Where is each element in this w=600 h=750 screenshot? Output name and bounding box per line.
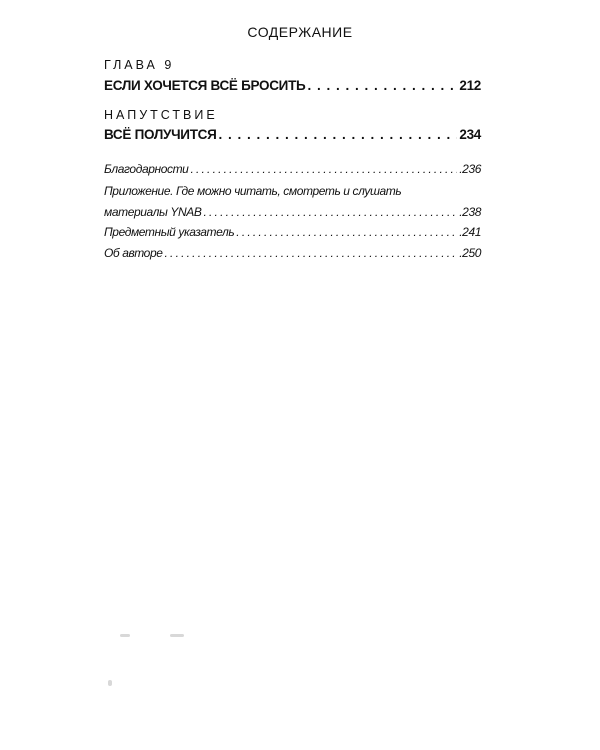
toc-entry-page: .250 <box>459 246 481 260</box>
toc-entry-farewell[interactable] <box>104 127 481 142</box>
farewell-label: НАПУТСТВИЕ <box>104 108 218 122</box>
chapter-9-label: ГЛАВА 9 <box>104 58 175 72</box>
dot-leader <box>190 162 457 176</box>
toc-entry-page: .241 <box>459 225 481 239</box>
toc-entry-page: .238 <box>459 205 481 219</box>
toc-entry-title: Благодарности <box>104 162 189 176</box>
toc-entry-title: ЕСЛИ ХОЧЕТСЯ ВСЁ БРОСИТЬ <box>104 78 306 93</box>
page-title: СОДЕРЖАНИЕ <box>247 24 353 40</box>
toc-entry-title: материалы YNAB <box>104 205 202 219</box>
toc-entry-page: 234 <box>459 127 481 142</box>
dot-leader <box>165 246 458 260</box>
dot-leader <box>219 127 458 142</box>
toc-entry-title: Об авторе <box>104 246 163 260</box>
toc-entry-title: Предметный указатель <box>104 225 235 239</box>
scan-smudge <box>120 634 130 637</box>
dot-leader <box>203 205 457 219</box>
toc-entry-appendix-line1[interactable]: Приложение. Где можно читать, смотреть и слушать <box>104 184 402 198</box>
dot-leader <box>236 225 457 239</box>
toc-entry-title: ВСЁ ПОЛУЧИТСЯ <box>104 127 217 142</box>
scan-smudge <box>170 634 184 637</box>
dot-leader <box>307 78 457 93</box>
toc-entry-chapter-9[interactable] <box>104 78 481 93</box>
toc-entry-acknowledgements[interactable] <box>104 162 481 176</box>
toc-entry-index[interactable] <box>104 225 481 239</box>
toc-entry-page: .236 <box>459 162 481 176</box>
toc-entry-page: 212 <box>459 78 481 93</box>
toc-entry-about-author[interactable] <box>104 246 481 260</box>
scan-smudge <box>108 680 112 686</box>
toc-entry-appendix[interactable] <box>104 205 481 219</box>
